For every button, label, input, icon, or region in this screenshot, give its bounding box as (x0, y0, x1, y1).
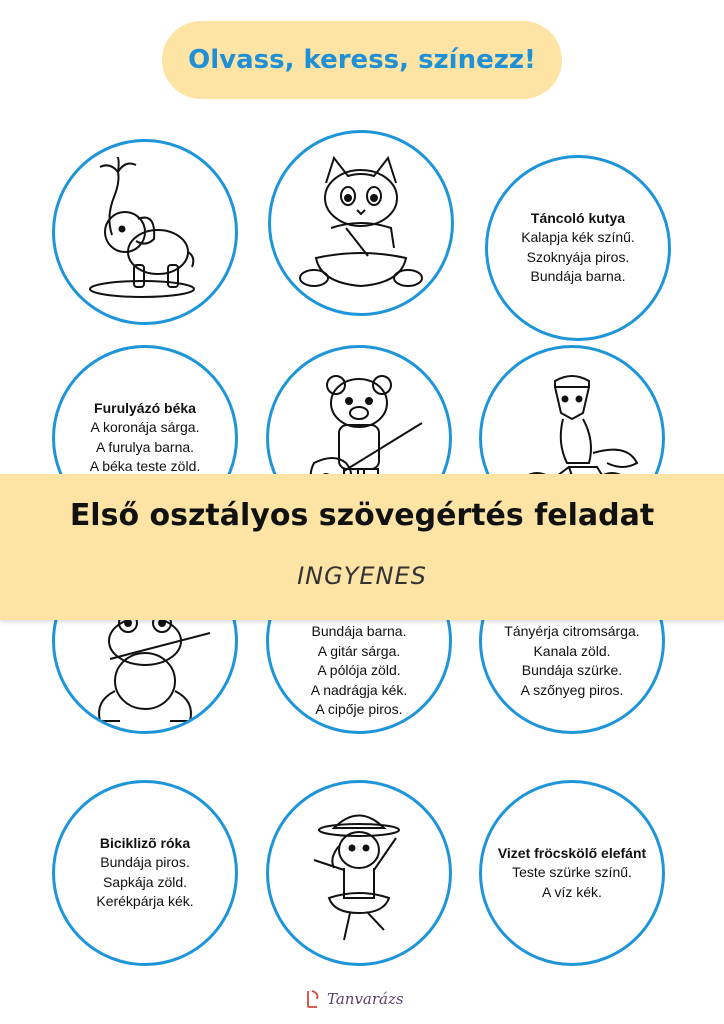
card-line: Bundája barna. (530, 268, 626, 285)
card-title: Vizet fröcskölő elefánt (497, 845, 647, 861)
card-line: Szoknyája piros. (526, 248, 630, 265)
card-line: A víz kék. (542, 883, 602, 900)
card-line: A szőnyeg piros. (520, 681, 624, 698)
banner-heading: Első osztályos szövegértés feladat (69, 498, 655, 533)
card-title: Furulyázó béka (94, 400, 196, 417)
title-banner (0, 474, 724, 620)
card-line: Tányérja citromsárga. (504, 623, 640, 639)
banner-subheading: INGYENES (297, 562, 427, 590)
card-elephant (52, 139, 238, 325)
card-line: Bundája szürke. (521, 662, 623, 678)
page-title: Olvass, keress, színezz! (188, 45, 536, 75)
card-title: Biciklizõ róka (99, 835, 191, 852)
card-line: Teste szürke színű. (512, 864, 632, 880)
card-line: A pólója zöld. (317, 662, 401, 679)
card-line: A koronája sárga. (90, 419, 200, 436)
book-icon (305, 989, 323, 1009)
card-line: Kalapja kék színű. (521, 229, 635, 246)
card-line: A nadrágja kék. (310, 681, 408, 698)
card-line: A béka teste zöld. (89, 458, 201, 475)
dancing-dog-icon (284, 798, 434, 948)
card-title: Táncoló kutya (530, 210, 626, 227)
card-line: Bundája barna. (311, 623, 407, 640)
card-line: A gitár sárga. (317, 642, 401, 659)
card-line: Kanala zöld. (533, 642, 611, 659)
brand-logo (305, 986, 421, 1012)
title-pill (162, 21, 562, 99)
card-line: Bundája piros. (100, 854, 190, 871)
card-dog (266, 780, 452, 966)
card-line: A furulya barna. (95, 438, 195, 455)
card-line: A cipője piros. (315, 701, 403, 718)
logo-text: Tanvarázs (327, 990, 404, 1008)
card-dancing-dog-text (485, 155, 671, 341)
card-line: Sapkája zöld. (102, 873, 188, 890)
card-line: Kerékpárja kék. (96, 893, 194, 910)
elephant-splashing-icon (70, 157, 220, 307)
cat-with-bowl-icon (286, 148, 436, 298)
card-elephant-text (479, 780, 665, 966)
card-fox-text (52, 780, 238, 966)
card-cat (268, 130, 454, 316)
